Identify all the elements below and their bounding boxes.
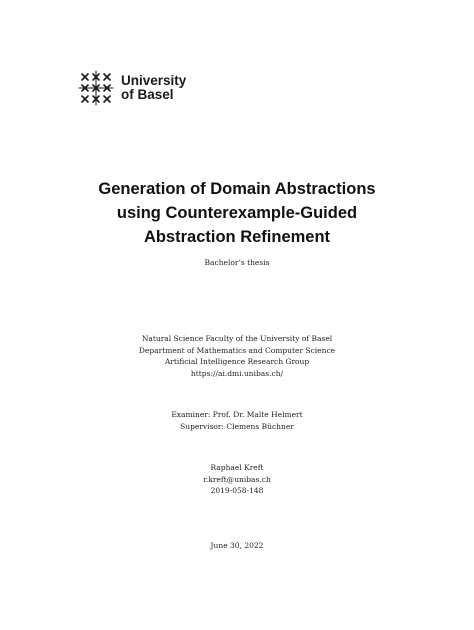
- faculty: Natural Science Faculty of the University of Basel: [141, 334, 333, 343]
- examiner: Examiner: Prof. Dr. Malte Helmert: [171, 410, 303, 419]
- title-line-1: Generation of Domain Abstractions: [98, 180, 376, 198]
- author-block: [0, 462, 474, 497]
- submission-date: June 30, 2022: [210, 541, 264, 550]
- thesis-title: [0, 177, 474, 249]
- title-line-2: using Counterexample-Guided: [116, 204, 358, 222]
- matriculation-number: 2019-058-148: [210, 486, 264, 495]
- university-name: [121, 74, 186, 102]
- university-name-line2: of Basel: [121, 87, 174, 102]
- group-url: https://ai.dmi.unibas.ch/: [190, 368, 284, 378]
- university-name-line1: University: [121, 73, 187, 88]
- basel-emblem-icon: [78, 70, 114, 106]
- thesis-type: Bachelor’s thesis: [204, 258, 270, 267]
- university-logo: [78, 70, 186, 106]
- title-line-3: Abstraction Refinement: [143, 228, 331, 246]
- author-email: r.kreft@unibas.ch: [203, 474, 271, 484]
- research-group: Artificial Intelligence Research Group: [164, 357, 310, 366]
- supervisor: Supervisor: Clemens Büchner: [180, 421, 294, 431]
- supervision-block: [0, 409, 474, 432]
- department: Department of Mathematics and Computer Science: [138, 345, 336, 355]
- affiliation-block: [0, 333, 474, 379]
- author-name: Raphael Kreft: [210, 463, 264, 472]
